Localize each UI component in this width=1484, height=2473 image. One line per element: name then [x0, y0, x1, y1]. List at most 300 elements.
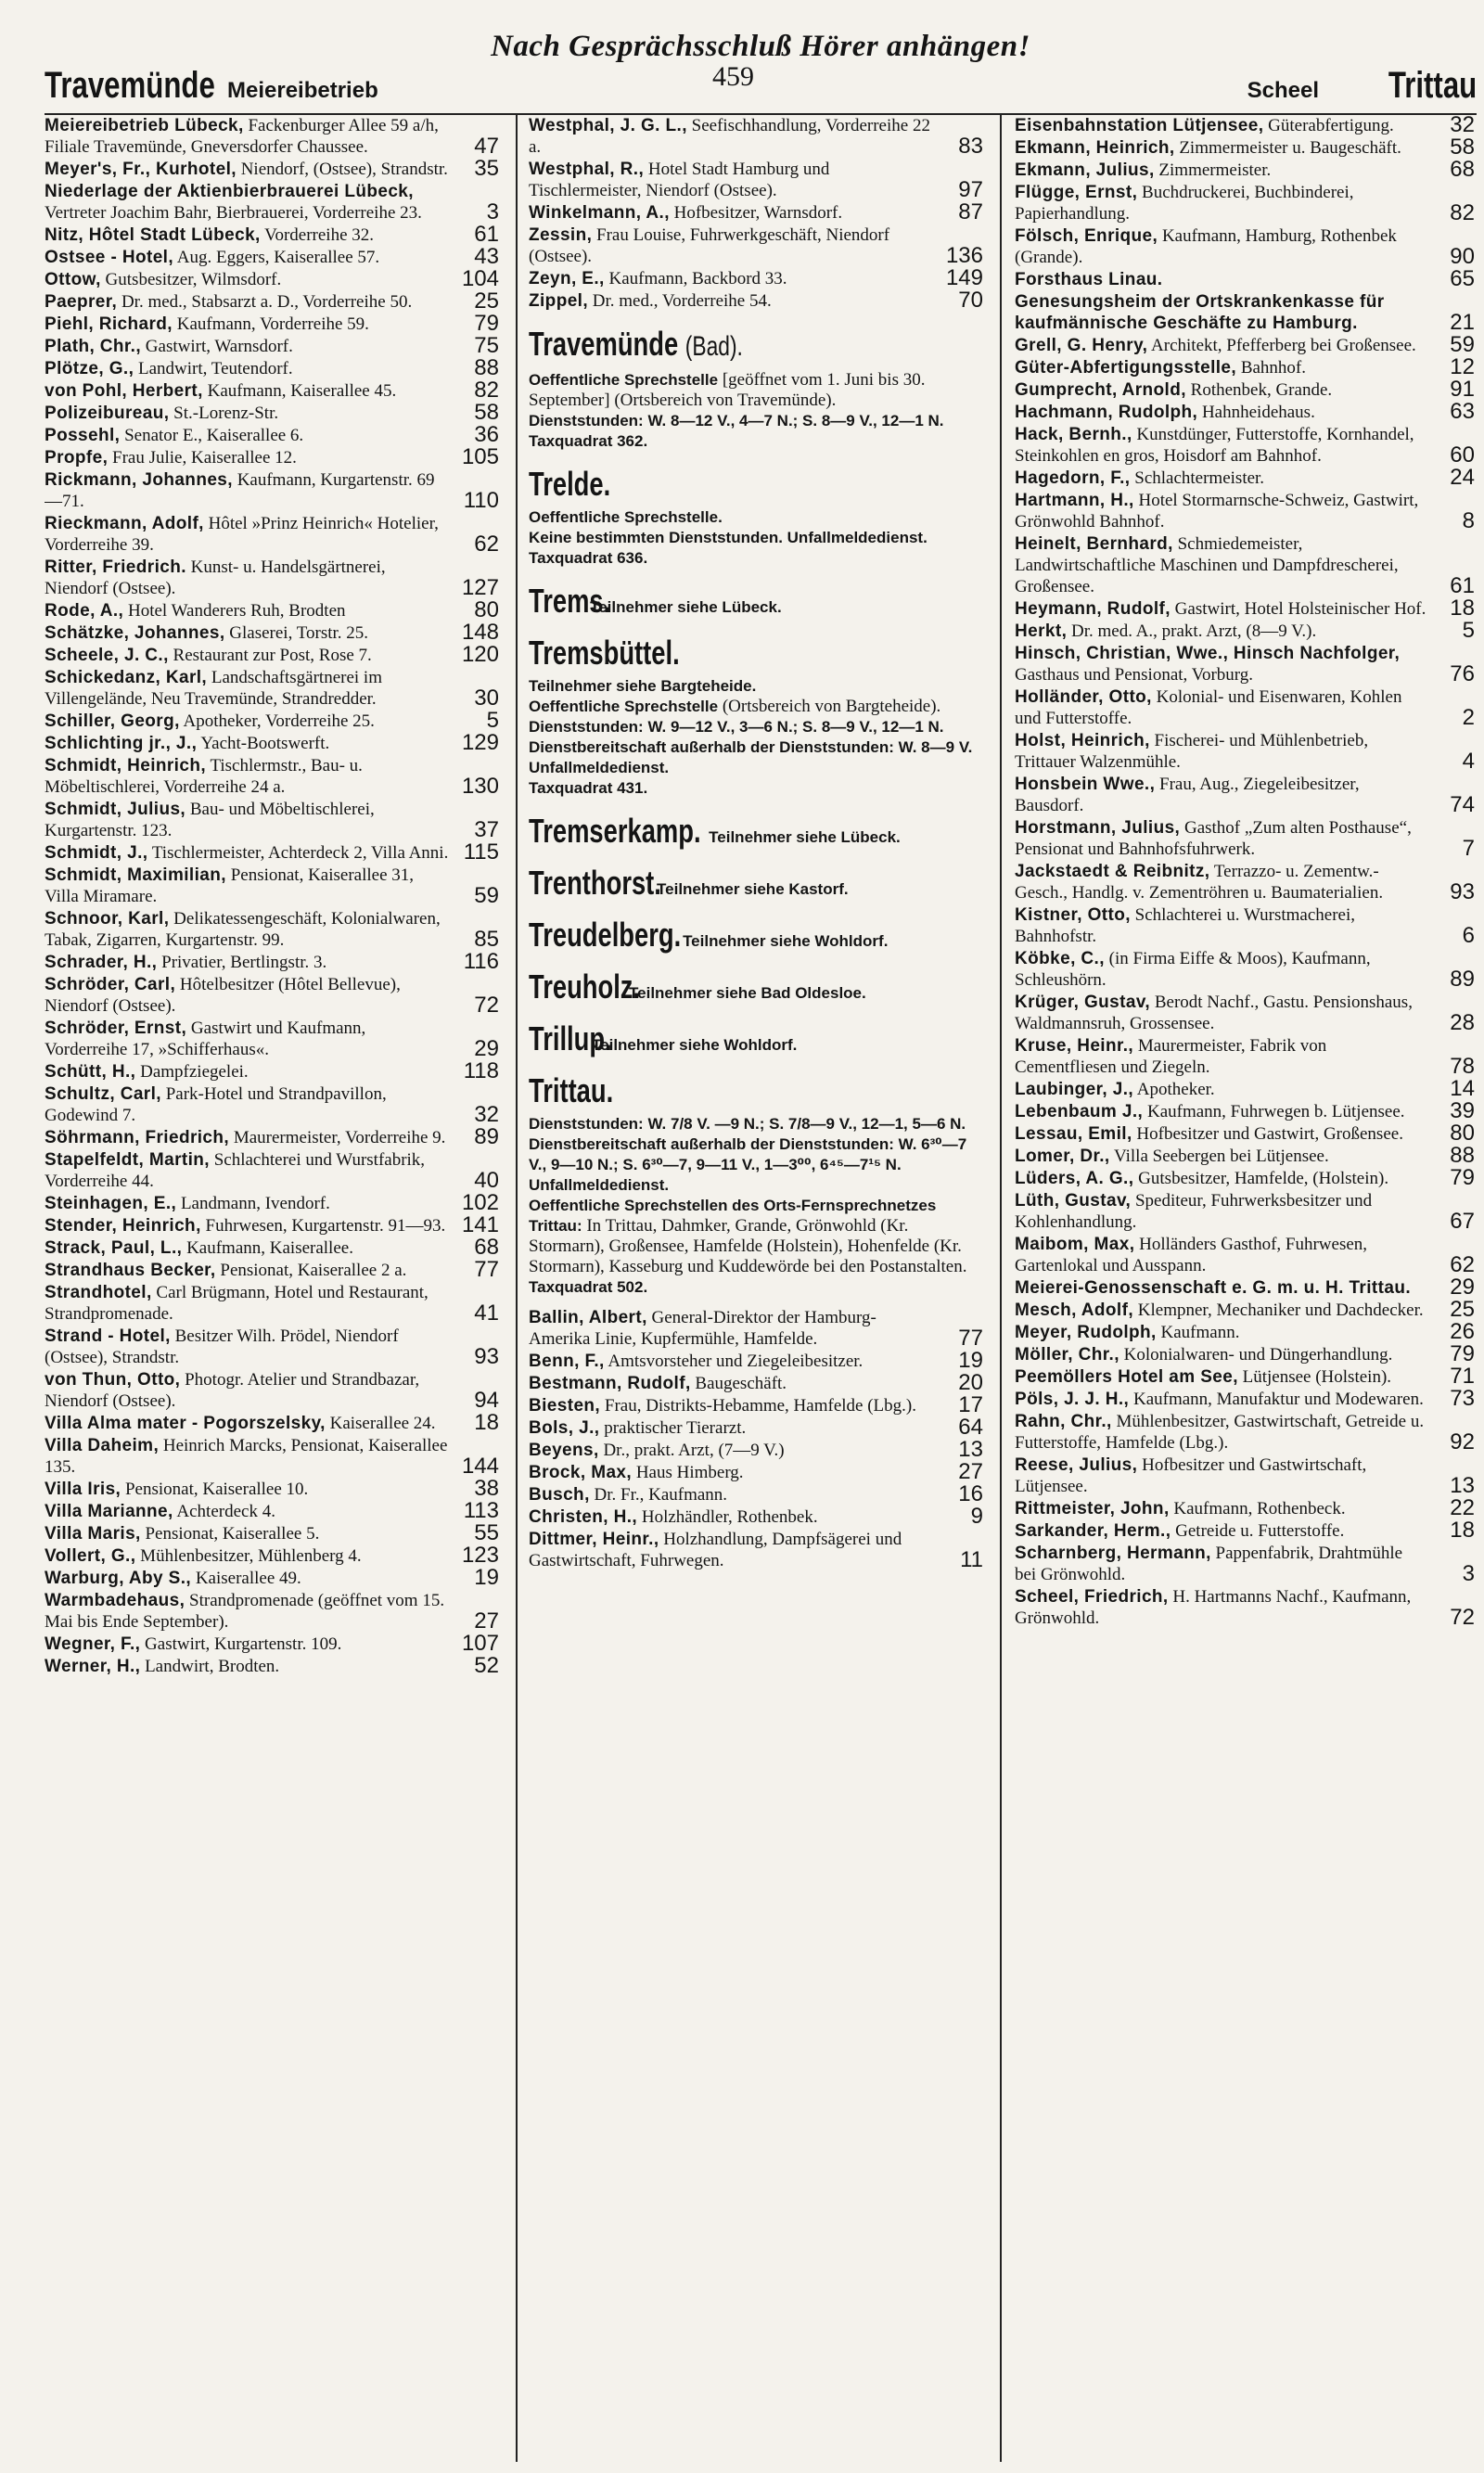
entry-phone-number: 107 — [461, 1631, 499, 1656]
entry-phone-number: 78 — [1450, 1054, 1475, 1079]
entry-name: Scheele, J. C., — [45, 646, 169, 665]
entry-name: Ballin, Albert, — [529, 1308, 647, 1327]
directory-entry — [45, 355, 501, 380]
entry-phone-number: 22 — [1450, 1495, 1475, 1520]
entry-phone-number: 130 — [461, 774, 499, 799]
entry-phone-number: 9 — [970, 1504, 983, 1529]
entry-phone-number: 82 — [474, 378, 499, 403]
directory-entry — [45, 333, 501, 358]
entry-description: Frau, Aug., Ziegeleibesitzer, Bausdorf. — [1015, 775, 1360, 815]
entry-description: Kaufmann, Kaiserallee. — [186, 1238, 353, 1258]
entry-phone-number: 72 — [474, 993, 499, 1018]
directory-entry — [1015, 1035, 1477, 1078]
directory-entry — [45, 1149, 501, 1192]
directory-entry — [529, 1348, 985, 1373]
section-trems — [529, 582, 985, 621]
directory-entry — [45, 1653, 501, 1678]
directory-entry — [529, 1417, 985, 1439]
entry-name: Villa Iris, — [45, 1480, 122, 1499]
entry-description: Schlachtermeister. — [1134, 468, 1265, 488]
section-title: Tremsbüttel. — [529, 634, 680, 672]
entry-description: Schlachterei u. Wurstmacherei, Bahnhofstr. — [1015, 905, 1355, 946]
entry-description: Zimmermeister. — [1158, 160, 1272, 180]
entry-phone-number: 87 — [958, 199, 983, 224]
entry-description: Heinrich Marcks, Pensionat, Kaiserallee 135. — [45, 1436, 448, 1477]
directory-entry — [1015, 1586, 1477, 1629]
column-2 — [529, 115, 985, 2462]
entry-description: Pensionat, Kaiserallee 5. — [145, 1524, 320, 1544]
entry-name: Meiereibetrieb Lübeck, — [45, 116, 244, 135]
directory-entry — [529, 1506, 985, 1528]
entry-description: Hotel Stadt Hamburg und Tischlermeister, Niendorf (Ostsee). — [529, 160, 830, 200]
directory-entry — [1015, 424, 1477, 467]
entry-name: Maibom, Max, — [1015, 1235, 1135, 1254]
entry-name: Möller, Chr., — [1015, 1345, 1119, 1365]
section-line: Dienststunden: W. 8—12 V., 4—7 N.; S. 8—9 V., 12—1 N. — [529, 412, 944, 429]
directory-entry — [1015, 1297, 1477, 1322]
section-line: Dienststunden: W. 7/8 V. —9 N.; S. 7/8—9 V., 12—1, 5—6 N. — [529, 1115, 966, 1133]
entry-phone-number: 77 — [474, 1257, 499, 1282]
section-note: Teilnehmer siehe Kastorf. — [657, 880, 849, 898]
directory-entry — [45, 1631, 501, 1656]
entry-description: Pensionat, Kaiserallee 2 a. — [220, 1261, 407, 1280]
entry-description: Architekt, Pfefferberg bei Großensee. — [1151, 336, 1416, 355]
directory-entry — [45, 288, 501, 314]
directory-entry — [45, 1369, 501, 1412]
directory-entry — [45, 513, 501, 556]
entry-description: Photogr. Atelier und Strandbazar, Niendorf (Ostsee). — [45, 1370, 420, 1411]
directory-entry — [1015, 948, 1477, 991]
entry-name: Schröder, Carl, — [45, 975, 176, 994]
directory-entry — [529, 1481, 985, 1506]
entry-phone-number: 58 — [474, 400, 499, 425]
entry-phone-number: 29 — [1450, 1275, 1475, 1300]
directory-entry — [45, 1058, 501, 1083]
directory-entry — [45, 1282, 501, 1325]
entry-phone-number: 17 — [958, 1392, 983, 1417]
entry-name: Nitz, Hôtel Stadt Lübeck, — [45, 225, 261, 245]
entry-name: Westphal, R., — [529, 160, 645, 179]
section-line: Oeffentliche Sprechstelle [geöffnet vom 1. Juni bis 30. September] (Ortsbereich von Travemünde). — [529, 370, 926, 410]
directory-entry — [1015, 490, 1477, 532]
entry-name: Dittmer, Heinr., — [529, 1530, 659, 1549]
entry-phone-number: 90 — [1450, 244, 1475, 269]
entry-description: Kolonialwaren- und Düngerhandlung. — [1123, 1345, 1393, 1365]
entry-name: Meyer, Rudolph, — [1015, 1323, 1157, 1342]
directory-entry — [45, 1410, 501, 1435]
entry-name: Schnoor, Karl, — [45, 909, 170, 929]
entry-name: Mesch, Adolf, — [1015, 1301, 1134, 1320]
directory-entry — [529, 1370, 985, 1395]
entry-phone-number: 74 — [1450, 792, 1475, 817]
entry-name: Holst, Heinrich, — [1015, 731, 1150, 750]
directory-entry — [45, 557, 501, 599]
entry-description: Gastwirt, Hotel Holsteinischer Hof. — [1174, 599, 1426, 619]
entry-description: Besitzer Wilh. Prödel, Niendorf (Ostsee), Strandstr. — [45, 1326, 399, 1367]
entry-phone-number: 47 — [474, 134, 499, 159]
directory-entry — [45, 865, 501, 907]
entry-name: Busch, — [529, 1485, 590, 1505]
directory-entry — [45, 469, 501, 512]
entry-description: Gastwirt, Kurgartenstr. 109. — [145, 1634, 342, 1654]
entry-description: H. Hartmanns Nachf., Kaufmann, Grönwohld. — [1015, 1587, 1412, 1628]
directory-entry — [45, 400, 501, 425]
entry-description: Zimmermeister u. Baugeschäft. — [1179, 138, 1401, 158]
entry-name: Westphal, J. G. L., — [529, 116, 687, 135]
entry-phone-number: 127 — [461, 575, 499, 600]
directory-entry — [529, 1307, 985, 1350]
entry-description: Bau- und Möbeltischlerei, Kurgartenstr. 123. — [45, 800, 375, 840]
entry-name: Plötze, G., — [45, 359, 134, 378]
section-title: Trillup. — [529, 1019, 612, 1057]
entry-phone-number: 89 — [474, 1124, 499, 1149]
entry-phone-number: 110 — [463, 488, 499, 513]
entry-name: Villa Daheim, — [45, 1436, 160, 1455]
entry-description: Berodt Nachf., Gastu. Pensionshaus, Waldmannsruh, Grossensee. — [1015, 993, 1413, 1033]
entry-phone-number: 123 — [461, 1543, 499, 1568]
entry-phone-number: 77 — [958, 1326, 983, 1351]
entry-phone-number: 30 — [474, 686, 499, 711]
entry-phone-number: 60 — [1450, 442, 1475, 468]
entry-phone-number: 94 — [474, 1388, 499, 1413]
entry-name: Meierei-Genossenschaft e. G. m. u. H. Trittau. — [1015, 1278, 1412, 1298]
directory-entry — [1015, 354, 1477, 379]
entry-phone-number: 13 — [1450, 1473, 1475, 1498]
entry-description: Dr. med., Stabsarzt a. D., Vorderreihe 50. — [121, 292, 413, 312]
entry-name: Zippel, — [529, 291, 589, 311]
entry-name: Winkelmann, A., — [529, 203, 670, 223]
entry-phone-number: 19 — [958, 1348, 983, 1373]
directory-entry — [1015, 1098, 1477, 1123]
directory-entry — [45, 422, 501, 447]
entry-phone-number: 25 — [1450, 1297, 1475, 1322]
directory-entry — [45, 156, 501, 181]
entry-phone-number: 144 — [461, 1454, 499, 1479]
entry-phone-number: 3 — [1462, 1561, 1475, 1586]
entry-description: Gutsbesitzer, Hamfelde, (Holstein). — [1138, 1169, 1389, 1188]
entry-name: Schröder, Ernst, — [45, 1019, 187, 1038]
directory-entry — [1015, 1165, 1477, 1190]
column-divider-1 — [516, 115, 518, 2462]
entry-description: Hôtelbesitzer (Hôtel Bellevue), Niendorf (Ostsee). — [45, 975, 401, 1016]
entry-name: Ekmann, Heinrich, — [1015, 138, 1175, 158]
entry-description: Apotheker. — [1136, 1080, 1215, 1099]
entry-description: Gastwirt, Warnsdorf. — [145, 337, 293, 356]
directory-entry — [1015, 618, 1477, 643]
entry-phone-number: 88 — [1450, 1143, 1475, 1168]
entry-description: Park-Hotel und Strandpavillon, Godewind 7. — [45, 1084, 387, 1125]
entry-phone-number: 19 — [474, 1565, 499, 1590]
top-banner: Nach Gesprächsschluß Hörer anhängen! — [491, 30, 1030, 63]
entry-phone-number: 68 — [1450, 157, 1475, 182]
directory-entry — [1015, 992, 1477, 1034]
directory-entry — [1015, 1190, 1477, 1233]
directory-entry — [45, 839, 501, 865]
entry-phone-number: 141 — [461, 1212, 499, 1237]
entry-name: Hachmann, Rudolph, — [1015, 403, 1198, 422]
entry-description: Maurermeister, Fabrik von Cementfliesen und Ziegeln. — [1015, 1036, 1327, 1077]
entry-description: Glaserei, Torstr. 25. — [229, 623, 369, 643]
entry-name: von Pohl, Herbert, — [45, 381, 203, 401]
entry-phone-number: 39 — [1450, 1098, 1475, 1123]
entry-name: Jackstaedt & Reibnitz, — [1015, 862, 1210, 881]
directory-entry — [1015, 533, 1477, 597]
entry-description: Hofbesitzer und Gastwirtschaft, Lütjensee. — [1015, 1455, 1367, 1496]
entry-description: Frau Louise, Fuhrwerkgeschäft, Niendorf (Ostsee). — [529, 225, 890, 266]
section-tremserkamp — [529, 812, 985, 851]
directory-entry — [45, 1018, 501, 1060]
entry-phone-number: 2 — [1462, 705, 1475, 730]
section-note: Teilnehmer siehe Lübeck. — [590, 598, 782, 616]
directory-entry — [529, 1459, 985, 1484]
entry-name: Ekmann, Julius, — [1015, 160, 1155, 180]
entry-phone-number: 29 — [474, 1036, 499, 1061]
entry-name: Herkt, — [1015, 621, 1068, 641]
entry-phone-number: 118 — [463, 1058, 499, 1083]
directory-entry — [529, 159, 985, 201]
header-right-subtitle: Scheel — [1247, 78, 1319, 103]
entry-phone-number: 116 — [463, 949, 499, 974]
entry-name: Schrader, H., — [45, 953, 158, 972]
entry-name: Schickedanz, Karl, — [45, 668, 208, 687]
entry-name: Sarkander, Herm., — [1015, 1521, 1171, 1541]
entry-description: Dr. Fr., Kaufmann. — [594, 1485, 728, 1505]
entry-phone-number: 64 — [958, 1415, 983, 1440]
entry-description: Dr., prakt. Arzt, (7—9 V.) — [603, 1441, 785, 1460]
directory-entry — [1015, 1411, 1477, 1454]
entry-description: Achterdeck 4. — [176, 1502, 275, 1521]
entry-description: Dampfziegelei. — [140, 1062, 249, 1082]
entry-name: Christen, H., — [529, 1507, 638, 1527]
directory-entry — [1015, 686, 1477, 729]
entry-description: Hotel Stormarnsche-Schweiz, Gastwirt, Grönwohld Bahnhof. — [1015, 491, 1419, 532]
section-title: Trems. — [529, 582, 611, 620]
directory-entry — [45, 622, 501, 644]
entry-phone-number: 91 — [1450, 377, 1475, 402]
entry-description: Tischlermeister, Achterdeck 2, Villa Anni. — [151, 843, 449, 863]
section-line: Oeffentliche Sprechstellen des Orts-Fernsprechnetzes Trittau: In Trittau, Dahmker, Grande, Grönwohld (Kr. Stormarn), Großensee, Hamfelde (Holstein), Hohenfelde (Kr. Stormarn), Kasseburg und Kuddewörde bei den Postanstalten. — [529, 1197, 967, 1276]
entry-phone-number: 5 — [1462, 618, 1475, 643]
entry-phone-number: 82 — [1450, 200, 1475, 225]
entry-phone-number: 63 — [1450, 399, 1475, 424]
entry-name: Krüger, Gustav, — [1015, 993, 1151, 1012]
directory-entry — [529, 265, 985, 290]
entry-name: Beyens, — [529, 1441, 599, 1460]
entry-description: Kaufmann, Backbord 33. — [608, 269, 787, 288]
entry-description: Kaufmann, Manufaktur und Modewaren. — [1132, 1390, 1424, 1409]
entry-description: Landmann, Ivendorf. — [180, 1194, 330, 1213]
entry-phone-number: 62 — [1450, 1252, 1475, 1277]
entry-phone-number: 85 — [474, 927, 499, 952]
entry-description: Kaufmann, Rothenbeck. — [1173, 1499, 1346, 1518]
entry-description: Baugeschäft. — [695, 1374, 787, 1393]
entry-name: Possehl, — [45, 426, 121, 445]
directory-entry — [45, 311, 501, 336]
section-treuholz — [529, 967, 985, 1006]
directory-entry — [1015, 1495, 1477, 1520]
entry-name: Biesten, — [529, 1396, 601, 1416]
entry-phone-number: 58 — [1450, 135, 1475, 160]
entry-name: Warmbadehaus, — [45, 1591, 186, 1610]
entry-phone-number: 38 — [474, 1476, 499, 1501]
entry-name: Hack, Bernh., — [1015, 425, 1132, 444]
entry-description: Maurermeister, Vorderreihe 9. — [233, 1128, 446, 1147]
entry-name: Polizeibureau, — [45, 404, 170, 423]
entry-description: Pappenfabrik, Drahtmühle bei Grönwohld. — [1015, 1544, 1403, 1584]
entry-phone-number: 55 — [474, 1520, 499, 1545]
section-line: Taxquadrat 362. — [529, 432, 648, 450]
entry-name: Bols, J., — [529, 1418, 600, 1438]
entry-phone-number: 113 — [463, 1498, 499, 1523]
entry-phone-number: 89 — [1450, 967, 1475, 992]
section-trelde — [529, 465, 985, 569]
directory-entry — [1015, 1123, 1477, 1145]
entry-description: Gutsbesitzer, Wilmsdorf. — [105, 270, 282, 289]
entry-description: Terrazzo- u. Zementw.-Gesch., Handlg. v. Zementröhren u. Baumaterialien. — [1015, 862, 1384, 903]
directory-entry — [1015, 1076, 1477, 1101]
entry-description: Aug. Eggers, Kaiserallee 57. — [176, 248, 380, 267]
entry-description: Kunstdünger, Futterstoffe, Kornhandel, Steinkohlen en gros, Hoisdorf am Bahnhof. — [1015, 425, 1414, 466]
entry-phone-number: 104 — [461, 266, 499, 291]
entry-phone-number: 27 — [474, 1608, 499, 1634]
entry-phone-number: 115 — [463, 839, 499, 865]
entry-phone-number: 18 — [474, 1410, 499, 1435]
entry-description: Apotheker, Vorderreihe 25. — [183, 711, 375, 731]
entry-name: Schmidt, J., — [45, 843, 148, 863]
directory-entry — [45, 1565, 501, 1590]
directory-entry — [529, 290, 985, 312]
section-title: Treudelberg. — [529, 916, 682, 954]
section-line: Dienststunden: W. 9—12 V., 3—6 N.; S. 8—9 V., 12—1 N. — [529, 718, 944, 736]
entry-phone-number: 129 — [461, 730, 499, 755]
entry-description: Frau, Distrikts-Hebamme, Hamfelde (Lbg.). — [604, 1396, 916, 1416]
entry-description: Kaufmann, Fuhrwegen b. Lütjensee. — [1146, 1102, 1405, 1121]
entry-description: Yacht-Bootswerft. — [200, 734, 330, 753]
entry-description: Kaufmann, Vorderreihe 59. — [176, 314, 369, 334]
section-note: Teilnehmer siehe Wohldorf. — [683, 932, 889, 950]
section-line: Oeffentliche Sprechstelle (Ortsbereich von Bargteheide). — [529, 697, 941, 716]
entry-name: Warburg, Aby S., — [45, 1569, 192, 1588]
directory-entry — [1015, 182, 1477, 224]
entry-phone-number: 20 — [958, 1370, 983, 1395]
entry-description: Kolonial- und Eisenwaren, Kohlen und Futterstoffe. — [1015, 687, 1402, 728]
directory-entry — [1015, 266, 1477, 291]
entry-phone-number: 149 — [945, 265, 983, 290]
entry-name: Piehl, Richard, — [45, 314, 173, 334]
directory-entry — [45, 1190, 501, 1215]
entry-name: Rahn, Chr., — [1015, 1412, 1112, 1431]
section-line: Keine bestimmten Dienststunden. Unfallmeldedienst. — [529, 529, 928, 546]
entry-name: Benn, F., — [529, 1352, 605, 1371]
entry-name: Rickmann, Johannes, — [45, 470, 233, 490]
directory-entry — [529, 199, 985, 224]
entry-name: Heinelt, Bernhard, — [1015, 534, 1173, 554]
directory-entry — [45, 1237, 501, 1259]
entry-description: Senator E., Kaiserallee 6. — [124, 426, 304, 445]
trittau-entries — [529, 1307, 985, 1571]
entry-name: Bestmann, Rudolf, — [529, 1374, 691, 1393]
directory-entry — [45, 1590, 501, 1633]
entry-description: Carl Brügmann, Hotel und Restaurant, Strandpromenade. — [45, 1283, 429, 1324]
entry-phone-number: 12 — [1450, 354, 1475, 379]
entry-description: Gasthof „Zum alten Posthause“, Pensionat und Bahnhofsfuhrwerk. — [1015, 818, 1412, 859]
directory-entry — [1015, 1366, 1477, 1388]
entry-phone-number: 79 — [1450, 1165, 1475, 1190]
directory-entry — [45, 244, 501, 269]
entry-description: Klempner, Mechaniker und Dachdecker. — [1137, 1301, 1424, 1320]
entry-name: Gumprecht, Arnold, — [1015, 380, 1186, 400]
entry-name: Rittmeister, John, — [1015, 1499, 1170, 1518]
entry-phone-number: 93 — [474, 1344, 499, 1369]
directory-entry — [1015, 291, 1477, 334]
entry-phone-number: 62 — [474, 532, 499, 557]
entry-description: St.-Lorenz-Str. — [173, 404, 279, 423]
entry-name: Vollert, G., — [45, 1546, 136, 1566]
entry-name: Hinsch, Christian, Wwe., Hinsch Nachfolger, — [1015, 644, 1401, 663]
directory-entry — [1015, 643, 1477, 686]
entry-name: Brock, Max, — [529, 1463, 633, 1482]
directory-entry — [1015, 1143, 1477, 1168]
entry-name: Rode, A., — [45, 601, 124, 621]
section-title: Trelde. — [529, 465, 611, 503]
entry-description: Villa Seebergen bei Lütjensee. — [1114, 1147, 1329, 1166]
entry-description: Restaurant zur Post, Rose 7. — [173, 646, 372, 665]
entry-phone-number: 18 — [1450, 596, 1475, 621]
entry-name: Lessau, Emil, — [1015, 1124, 1132, 1144]
directory-entry — [45, 1326, 501, 1368]
entry-name: Kruse, Heinr., — [1015, 1036, 1134, 1056]
entry-description: Privatier, Bertlingstr. 3. — [161, 953, 327, 972]
entry-phone-number: 70 — [958, 288, 983, 313]
entry-name: Strandhotel, — [45, 1283, 152, 1302]
entry-phone-number: 80 — [474, 597, 499, 622]
entry-description: Frau Julie, Kaiserallee 12. — [112, 448, 297, 468]
directory-entry — [1015, 1520, 1477, 1542]
entry-phone-number: 79 — [1450, 1341, 1475, 1366]
entry-name: Villa Alma mater - Pogorszelsky, — [45, 1414, 326, 1433]
entry-description: General-Direktor der Hamburg-Amerika Linie, Kupfermühle, Hamfelde. — [529, 1308, 876, 1349]
entry-phone-number: 120 — [461, 642, 499, 667]
entry-description: Bahnhof. — [1240, 358, 1307, 378]
entry-name: Strack, Paul, L., — [45, 1238, 183, 1258]
directory-entry — [1015, 379, 1477, 401]
entry-name: Horstmann, Julius, — [1015, 818, 1181, 838]
directory-entry — [45, 974, 501, 1017]
directory-entry — [1015, 861, 1477, 903]
entry-name: Köbke, C., — [1015, 949, 1105, 968]
entry-name: Strand - Hotel, — [45, 1326, 171, 1346]
section-treudelberg — [529, 916, 985, 955]
entry-name: Peemöllers Hotel am See, — [1015, 1367, 1238, 1387]
entry-description: Güterabfertigung. — [1268, 116, 1394, 135]
directory-entry — [529, 224, 985, 267]
entry-description: Buchdruckerei, Buchbinderei, Papierhandlung. — [1015, 183, 1354, 224]
entry-name: Güter-Abfertigungsstelle, — [1015, 358, 1237, 378]
entry-name: Schlichting jr., J., — [45, 734, 198, 753]
section-title: Trittau. — [529, 1071, 614, 1109]
entry-phone-number: 73 — [1450, 1386, 1475, 1411]
entry-name: Propfe, — [45, 448, 109, 468]
entry-description: Haus Himberg. — [635, 1463, 744, 1482]
section-trillup — [529, 1019, 985, 1058]
entry-phone-number: 68 — [474, 1235, 499, 1260]
directory-entry — [45, 708, 501, 733]
entry-phone-number: 5 — [486, 708, 499, 733]
entry-description: Hahnheidehaus. — [1201, 403, 1315, 422]
entry-description: Hofbesitzer, Warnsdorf. — [673, 203, 843, 223]
entry-phone-number: 136 — [945, 243, 983, 268]
directory-entry — [45, 1520, 501, 1545]
